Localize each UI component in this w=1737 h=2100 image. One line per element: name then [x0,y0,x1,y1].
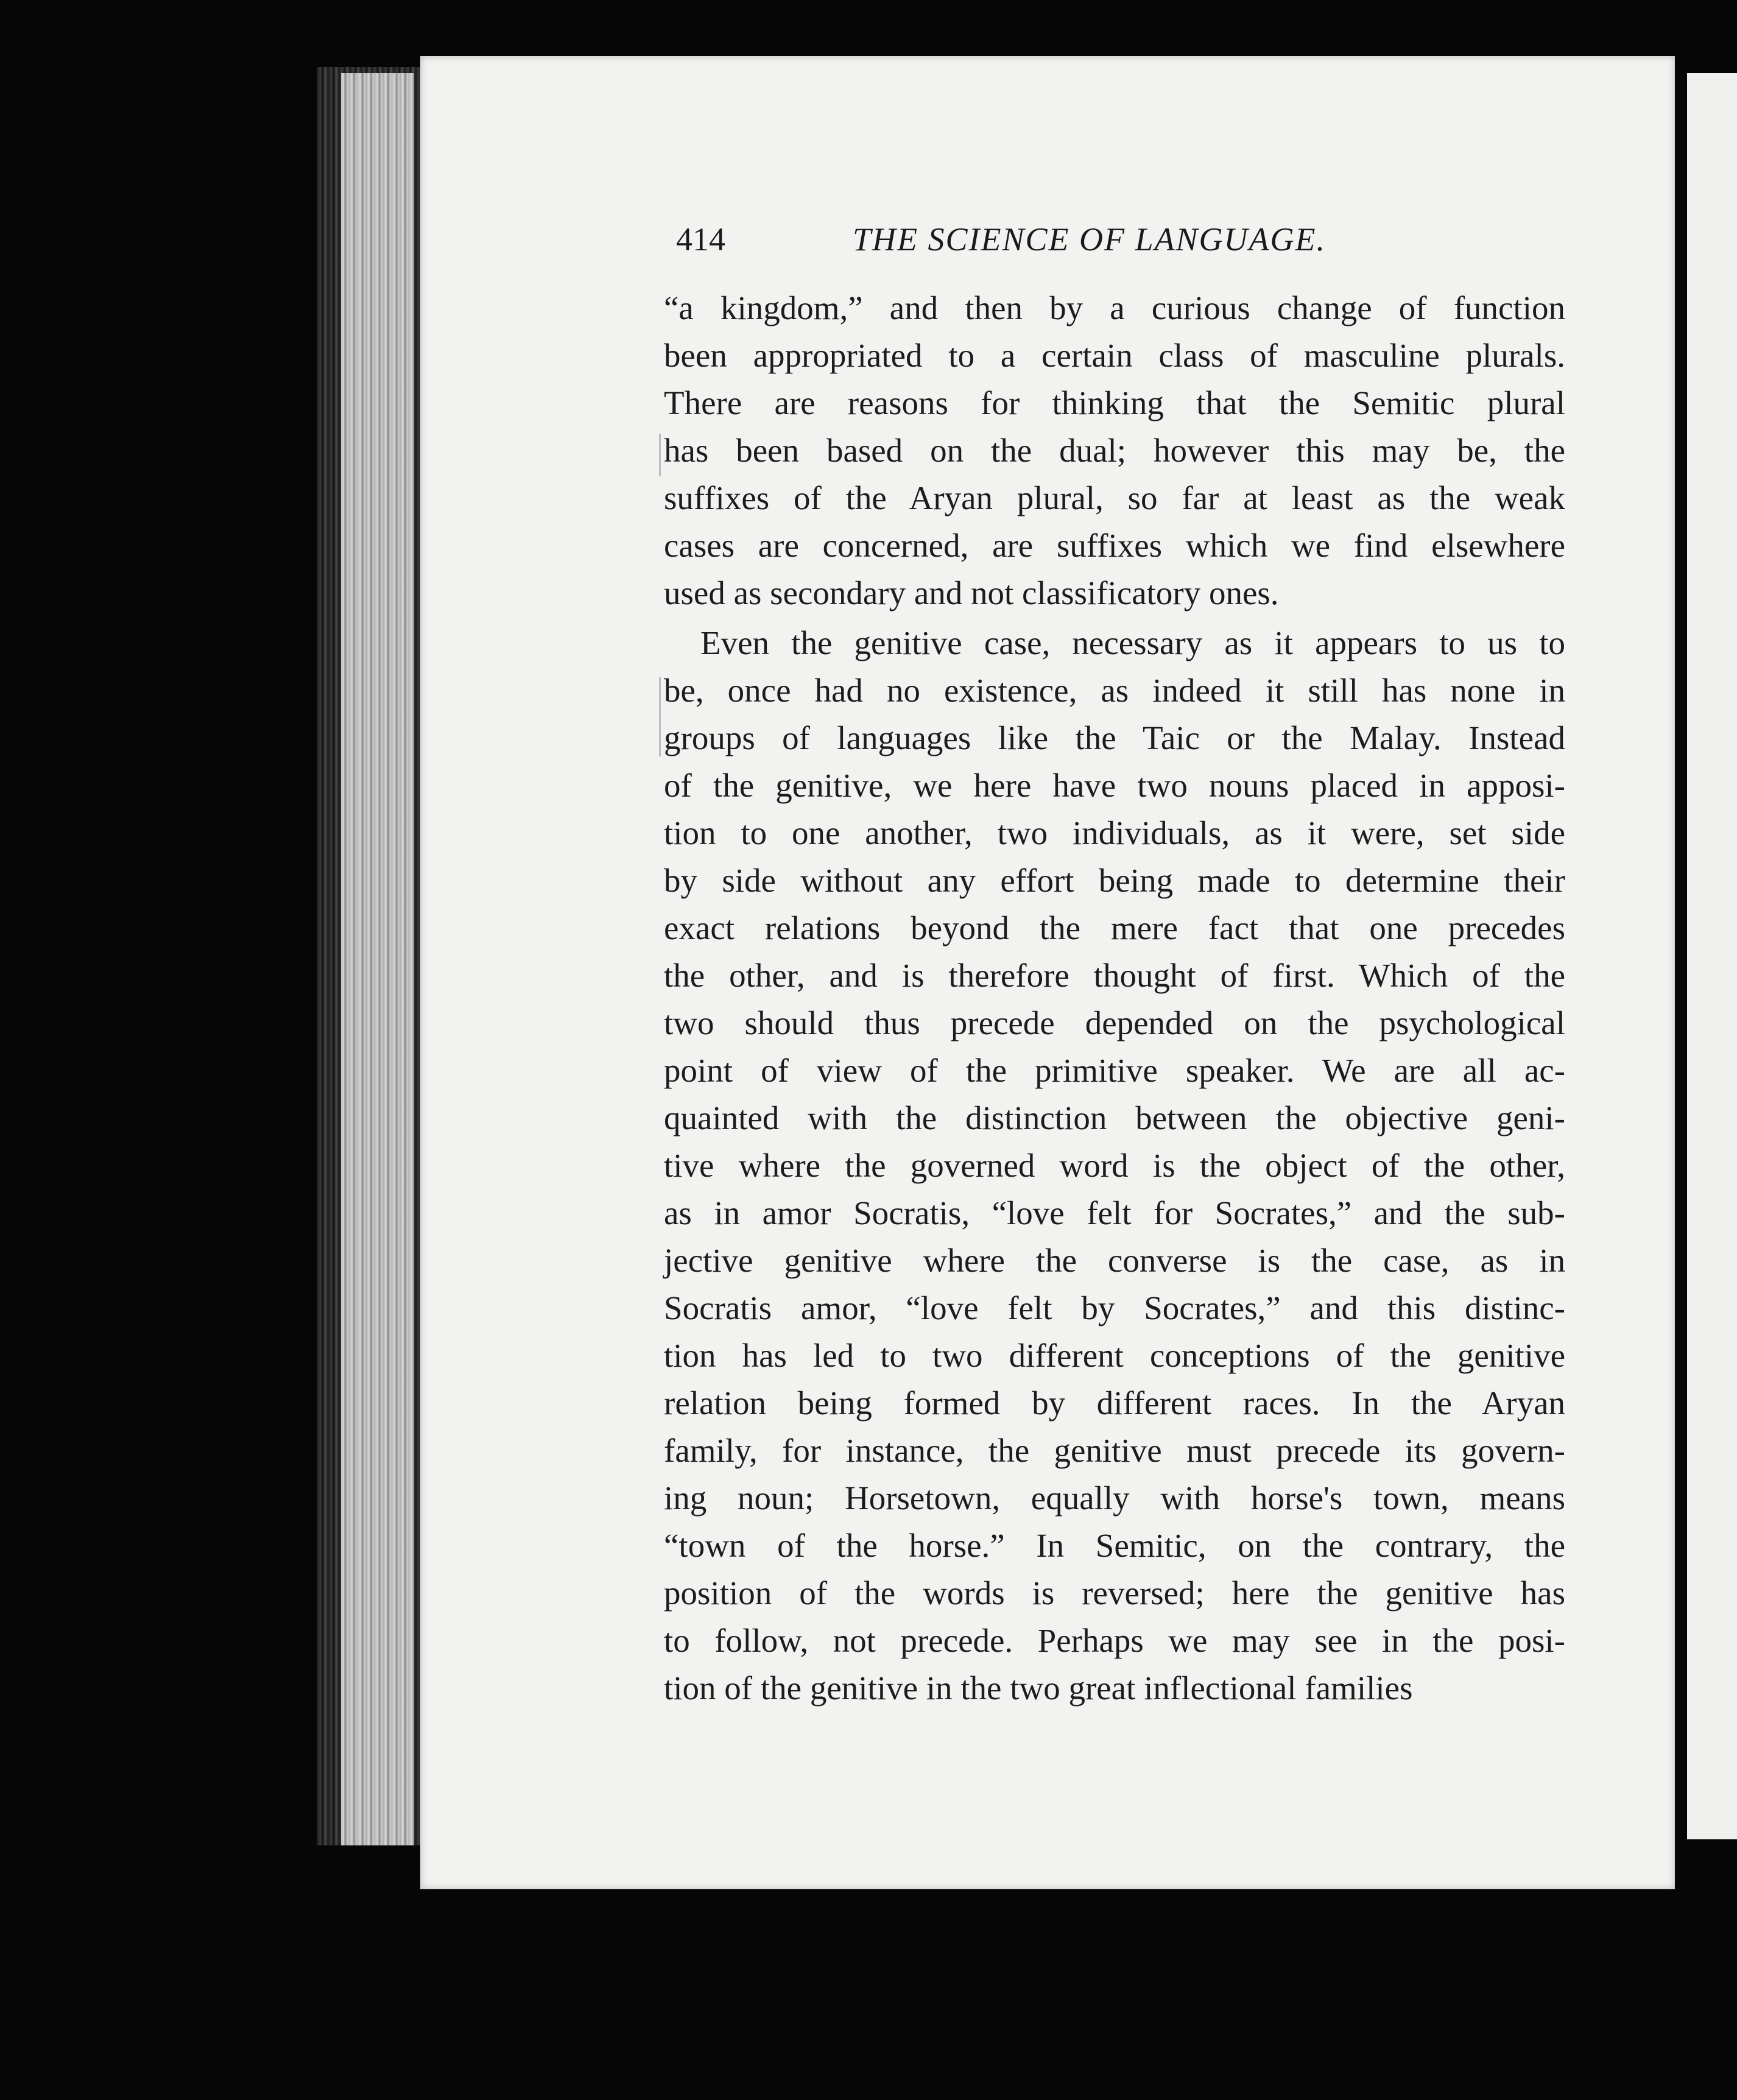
text-line: as in amor Socratis, “love felt for Socrates,” and the sub- [664,1194,1565,1231]
running-head [676,208,1425,281]
text-line: family, for instance, the genitive must precede its govern- [664,1432,1565,1469]
text-line: ing noun; Horsetown, equally with horse's town, means [664,1479,1565,1517]
page-number: 414 [676,221,725,258]
body-text [664,284,1565,1712]
text-line: “town of the horse.” In Semitic, on the contrary, the [664,1527,1565,1564]
text-line: of the genitive, we here have two nouns placed in apposi- [664,767,1565,804]
text-line: suffixes of the Aryan plural, so far at least as the weak [664,479,1565,516]
text-line: Socratis amor, “love felt by Socrates,” and this distinc- [664,1289,1565,1327]
text-line: tion of the genitive in the two great inflectional families [664,1669,1413,1707]
text-line: point of view of the primitive speaker. We are all ac- [664,1052,1565,1089]
book-page [420,56,1675,1889]
text-line: relation being formed by different races. In the Aryan [664,1384,1565,1422]
text-line: cases are concerned, are suffixes which we find elsewhere [664,527,1565,564]
text-line: by side without any effort being made to determine their [664,862,1565,899]
text-line: has been based on the dual; however this may be, the [664,432,1565,469]
text-line: been appropriated to a certain class of masculine plurals. [664,337,1565,374]
text-line: two should thus precede depended on the psychological [664,1004,1565,1041]
text-line: jective genitive where the converse is the case, as in [664,1242,1565,1279]
facing-page-edge [1687,73,1737,1839]
margin-pencil-mark [659,434,661,476]
text-line: tive where the governed word is the object of the other, [664,1147,1565,1184]
text-line: There are reasons for thinking that the Semitic plural [664,384,1565,421]
page-edge-highlights [341,73,414,1845]
text-line: tion has led to two different conceptions of the genitive [664,1337,1565,1374]
running-title: THE SCIENCE OF LANGUAGE. [853,221,1326,258]
text-line: the other, and is therefore thought of first. Which of the [664,957,1565,994]
text-line: used as secondary and not classificatory ones. [664,574,1279,611]
text-line: be, once had no existence, as indeed it still has none in [664,672,1565,709]
text-line: quainted with the distinction between the objective geni- [664,1099,1565,1136]
text-line: position of the words is reversed; here the genitive has [664,1574,1565,1612]
text-line: tion to one another, two individuals, as it were, set side [664,814,1565,851]
text-line: “a kingdom,” and then by a curious change of function [664,289,1565,326]
text-line: to follow, not precede. Perhaps we may see in the posi- [664,1622,1565,1659]
text-line: Even the genitive case, necessary as it appears to us to [700,624,1565,661]
text-line: groups of languages like the Taic or the Malay. Instead [664,719,1565,756]
text-line: exact relations beyond the mere fact that one precedes [664,909,1565,946]
margin-pencil-mark [659,677,661,756]
